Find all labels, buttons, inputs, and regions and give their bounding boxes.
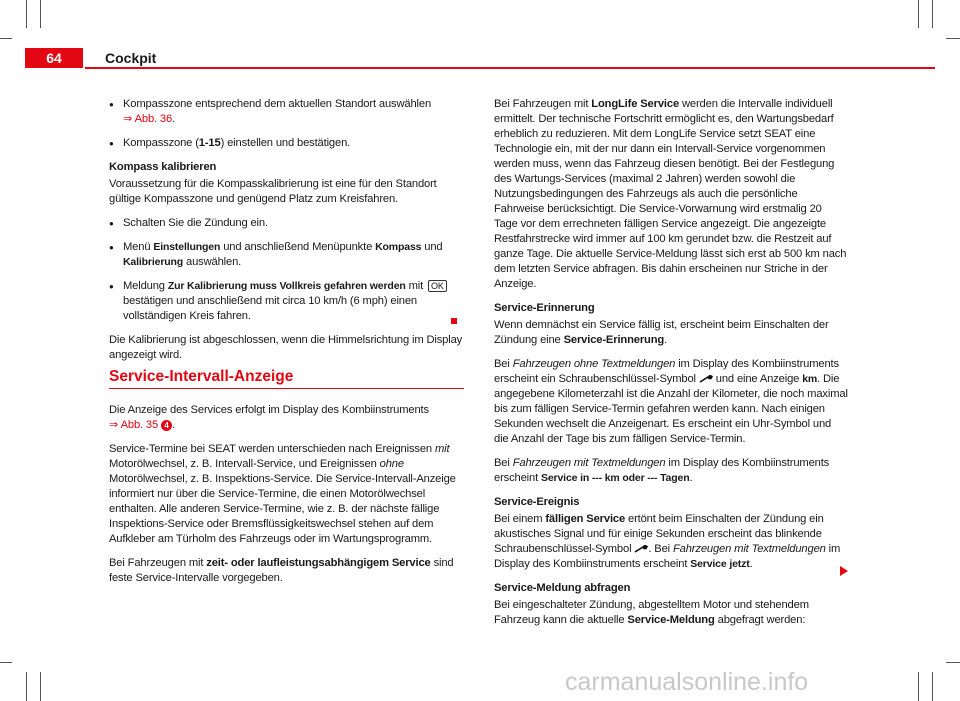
paragraph: Wenn demnächst ein Service fällig ist, erscheint beim Einschalten der Zündung eine Service-Erinnerung. <box>494 319 829 346</box>
right-column <box>494 97 848 637</box>
crop-mark <box>932 672 933 701</box>
crop-mark <box>932 0 933 28</box>
paragraph: Die Kalibrierung ist abgeschlossen, wenn die Himmelsrichtung im Display angezeigt wird. <box>109 334 463 361</box>
crop-mark <box>40 672 41 701</box>
crop-mark <box>0 662 12 663</box>
paragraph: Bei Fahrzeugen mit zeit- oder laufleistungsabhängigem Service sind feste Service-Intervalle vorgegeben. <box>109 557 454 584</box>
crop-mark <box>26 0 27 28</box>
header-rule <box>85 67 935 69</box>
subheading-service-erinnerung: Service-Erinnerung <box>494 302 595 314</box>
list-item: ● Kompasszone entsprechend dem aktuellen Standort auswählen ⇒ Abb. 36. <box>109 97 464 127</box>
paragraph: Bei Fahrzeugen ohne Textmeldungen im Display des Kombiinstruments erscheint ein Schraubenschlüssel-Symbol und eine Anzeige km. Die angegebene Kilometerzahl ist die Anzahl der Kilometer, die noch maximal bis zum fälligen Service-Termin gefahren werden kann. Nach einigen Sekunden wechselt die Anzeigenart. Es erscheint ein Uhr-Symbol und die Anzahl der Tage bis zum fälligen Service-Termin. <box>494 358 848 445</box>
list-item: ● Schalten Sie die Zündung ein. <box>109 216 464 231</box>
service-section <box>109 403 464 595</box>
crop-mark <box>26 672 27 701</box>
paragraph: Bei Fahrzeugen mit Textmeldungen im Display des Kombiinstruments erscheint Service in --- km oder --- Tagen. <box>494 457 830 484</box>
section-rule <box>109 388 464 389</box>
subheading-service-ereignis: Service-Ereignis <box>494 496 580 508</box>
list-item: ● Kompasszone (1-15) einstellen und bestätigen. <box>109 136 464 151</box>
wrench-icon <box>699 375 713 383</box>
paragraph: Die Anzeige des Services erfolgt im Display des Kombiinstruments ⇒ Abb. 35 4 . <box>109 404 429 431</box>
crop-mark <box>918 0 919 28</box>
figure-reference-link[interactable]: ⇒ Abb. 36 <box>123 113 173 125</box>
ok-key-symbol: OK <box>428 280 447 292</box>
end-marker-icon <box>451 318 457 324</box>
list-item: ● Meldung Zur Kalibrierung muss Vollkreis gefahren werden mit OK bestätigen und anschließend mit circa 10 km/h (6 mph) einen vollständigen Kreis fahren. <box>109 279 464 324</box>
wrench-icon <box>634 545 648 553</box>
crop-mark <box>0 38 12 39</box>
watermark: carmanualsonline.info <box>565 668 809 696</box>
paragraph: Bei eingeschalteter Zündung, abgestelltem Motor und stehendem Fahrzeug kann die aktuelle Service-Meldung abgefragt werden: <box>494 599 809 626</box>
list-item: ● Menü Einstellungen und anschließend Menüpunkte Kompass und Kalibrierung auswählen. <box>109 240 464 270</box>
crop-mark <box>946 38 960 39</box>
subheading-service-meldung-abfragen: Service-Meldung abfragen <box>494 582 631 594</box>
paragraph: Voraussetzung für die Kompasskalibrierung ist eine für den Standort gültige Kompasszone und genügend Platz zum Kreisfahren. <box>109 178 437 205</box>
left-column <box>109 97 464 372</box>
figure-reference-link[interactable]: ⇒ Abb. 35 <box>109 419 159 431</box>
crop-mark <box>946 662 960 663</box>
continue-arrow-icon <box>840 566 848 576</box>
paragraph: Bei einem fälligen Service ertönt beim Einschalten der Zündung ein akustisches Signal und für einige Sekunden erscheint das blinkende Schraubenschlüssel-Symbol . Bei Fahrzeugen mit Textmeldungen im Display des Kombiinstruments erscheint Service jetzt. <box>494 513 841 570</box>
page-number: 64 <box>25 48 83 68</box>
paragraph: Bei Fahrzeugen mit LongLife Service werden die Intervalle individuell ermittelt. Der technische Fortschritt ermöglicht es, den Wartungsbedarf erheblich zu reduzieren. Mit dem LongLife Service setzt SEAT eine Technologie ein, mit der nur dann ein Intervall-Service vorgenommen werden muss, wenn das Fahrzeug diesen benötigt. Bei der Festlegung des Wartungs-Services (maximal 2 Jahren) werden sowohl die Nutzungsbedingungen des Fahrzeugs als auch die persönliche Fahrweise berücksichtigt. Die Service-Vorwarnung wird erstmalig 20 Tage vor dem errechneten fälligen Service angezeigt. Die angezeigte Restfahrstrecke wird immer auf 100 km gerundet bzw. die Restzeit auf ganze Tage. Die aktuelle Service-Meldung lässt sich erst ab 500 km nach dem letzten Service abfragen. Bis dahin erscheinen nur Striche in der Anzeige. <box>494 98 847 290</box>
section-title: Service-Intervall-Anzeige <box>109 368 294 385</box>
crop-mark <box>918 672 919 701</box>
callout-number-badge: 4 <box>161 420 172 431</box>
paragraph: Service-Termine bei SEAT werden unterschieden nach Ereignissen mit Motorölwechsel, z. B. Intervall-Service, und Ereignissen ohne Motorölwechsel, z. B. Inspektions-Service. Die Service-Intervall-Anzeige informiert nur über die Service-Termine, die einen Motorölwechsel enthalten. Alle anderen Service-Termine, wie z. B. der nächste fällige Inspektions-Service oder Bremsflüssigkeitswechsel stehen auf dem Aufkleber am Türholm des Fahrzeugs oder im Wartungsprogramm. <box>109 443 456 545</box>
subheading-kompass-kalibrieren: Kompass kalibrieren <box>109 161 217 173</box>
running-header-title: Cockpit <box>105 50 157 66</box>
crop-mark <box>40 0 41 28</box>
